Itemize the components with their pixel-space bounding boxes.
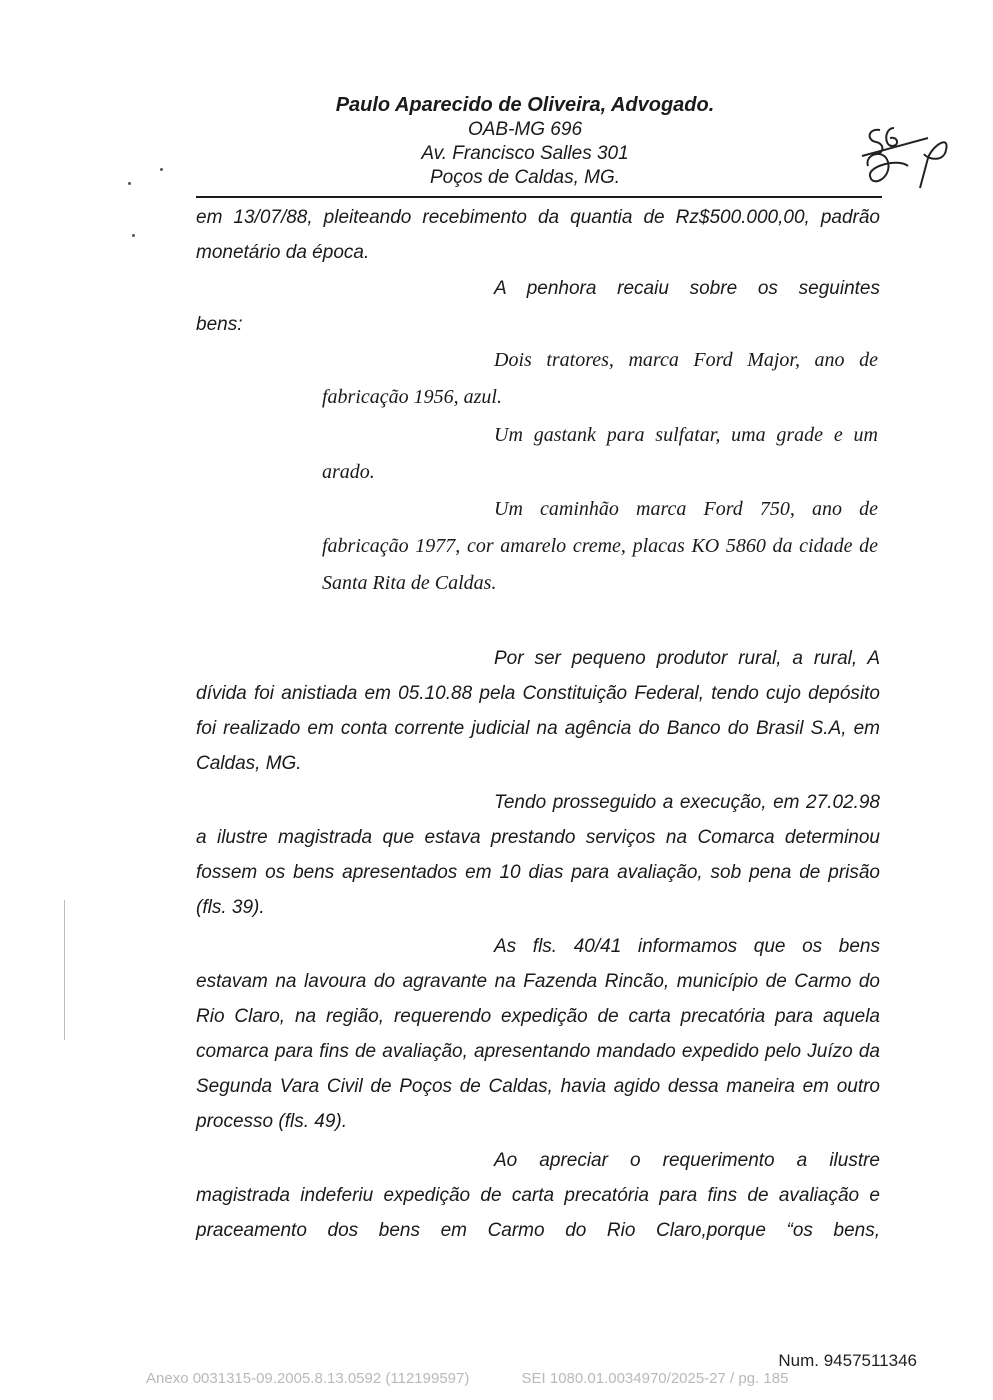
- seized-item-gastank: Um gastank para sulfatar, uma grade e um arado.: [322, 424, 878, 483]
- paragraph-claim: em 13/07/88, pleiteando recebimento da quantia de Rz$500.000,00, padrão monetário da época.: [196, 207, 880, 263]
- document-number: Num. 9457511346: [778, 1351, 917, 1370]
- lawyer-name: Paulo Aparecido de Oliveira, Advogado.: [335, 94, 715, 116]
- annex-reference: Anexo 0031315-09.2005.8.13.0592 (112199597): [146, 1370, 470, 1387]
- seized-item-truck: Um caminhão marca Ford 750, ano de fabricação 1977, cor amarelo creme, placas KO 5860 da cidade de Santa Rita de Caldas.: [322, 498, 878, 594]
- letterhead-rule: [196, 196, 882, 198]
- office-address: Av. Francisco Salles 301: [421, 143, 629, 164]
- handwritten-initials: [858, 118, 958, 198]
- scan-margin-mark: [64, 900, 65, 1040]
- scan-speck: [132, 234, 135, 237]
- seized-item-tractors: Dois tratores, marca Ford Major, ano de fabricação 1956, azul.: [322, 349, 878, 408]
- scan-speck: [160, 168, 163, 171]
- paragraph-seizure-bens: bens:: [196, 314, 243, 335]
- paragraph-location: As fls. 40/41 informamos que os bens estavam na lavoura do agravante na Fazenda Rincão, município de Carmo do Rio Claro, na região, requerendo expedição de carta precatória para aquela comarca para fins de avaliação, apresentando mandado expedido pelo Juízo da Segunda Vara Civil de Poços de Caldas, havia agido dessa maneira em outro processo (fls. 49).: [196, 936, 880, 1132]
- oab-registration: OAB-MG 696: [467, 119, 583, 140]
- paragraph-execution: Tendo prosseguido a execução, em 27.02.98 a ilustre magistrada que estava prestando serviços na Comarca determinou fossem os bens apresentados em 10 dias para avaliação, sob pena de prisão (fls. 39).: [196, 792, 880, 918]
- paragraph-decision: Ao apreciar o requerimento a ilustre magistrada indeferiu expedição de carta precatória para fins de avaliação e praceamento dos bens em Carmo do Rio Claro,porque “os bens,: [196, 1150, 880, 1241]
- paragraph-seizure-intro: A penhora recaiu sobre os seguintes: [494, 278, 880, 299]
- office-city: Poços de Caldas, MG.: [429, 167, 621, 188]
- sei-reference: SEI 1080.01.0034970/2025-27 / pg. 185: [521, 1370, 789, 1387]
- scan-speck: [128, 182, 131, 185]
- footer-stamp: [146, 1370, 836, 1387]
- paragraph-amnesty: Por ser pequeno produtor rural, a rural, A dívida foi anistiada em 05.10.88 pela Constituição Federal, tendo cujo depósito foi realizado em conta corrente judicial na agência do Banco do Brasil S.A, em Caldas, MG.: [196, 648, 880, 774]
- letterhead: [0, 92, 993, 190]
